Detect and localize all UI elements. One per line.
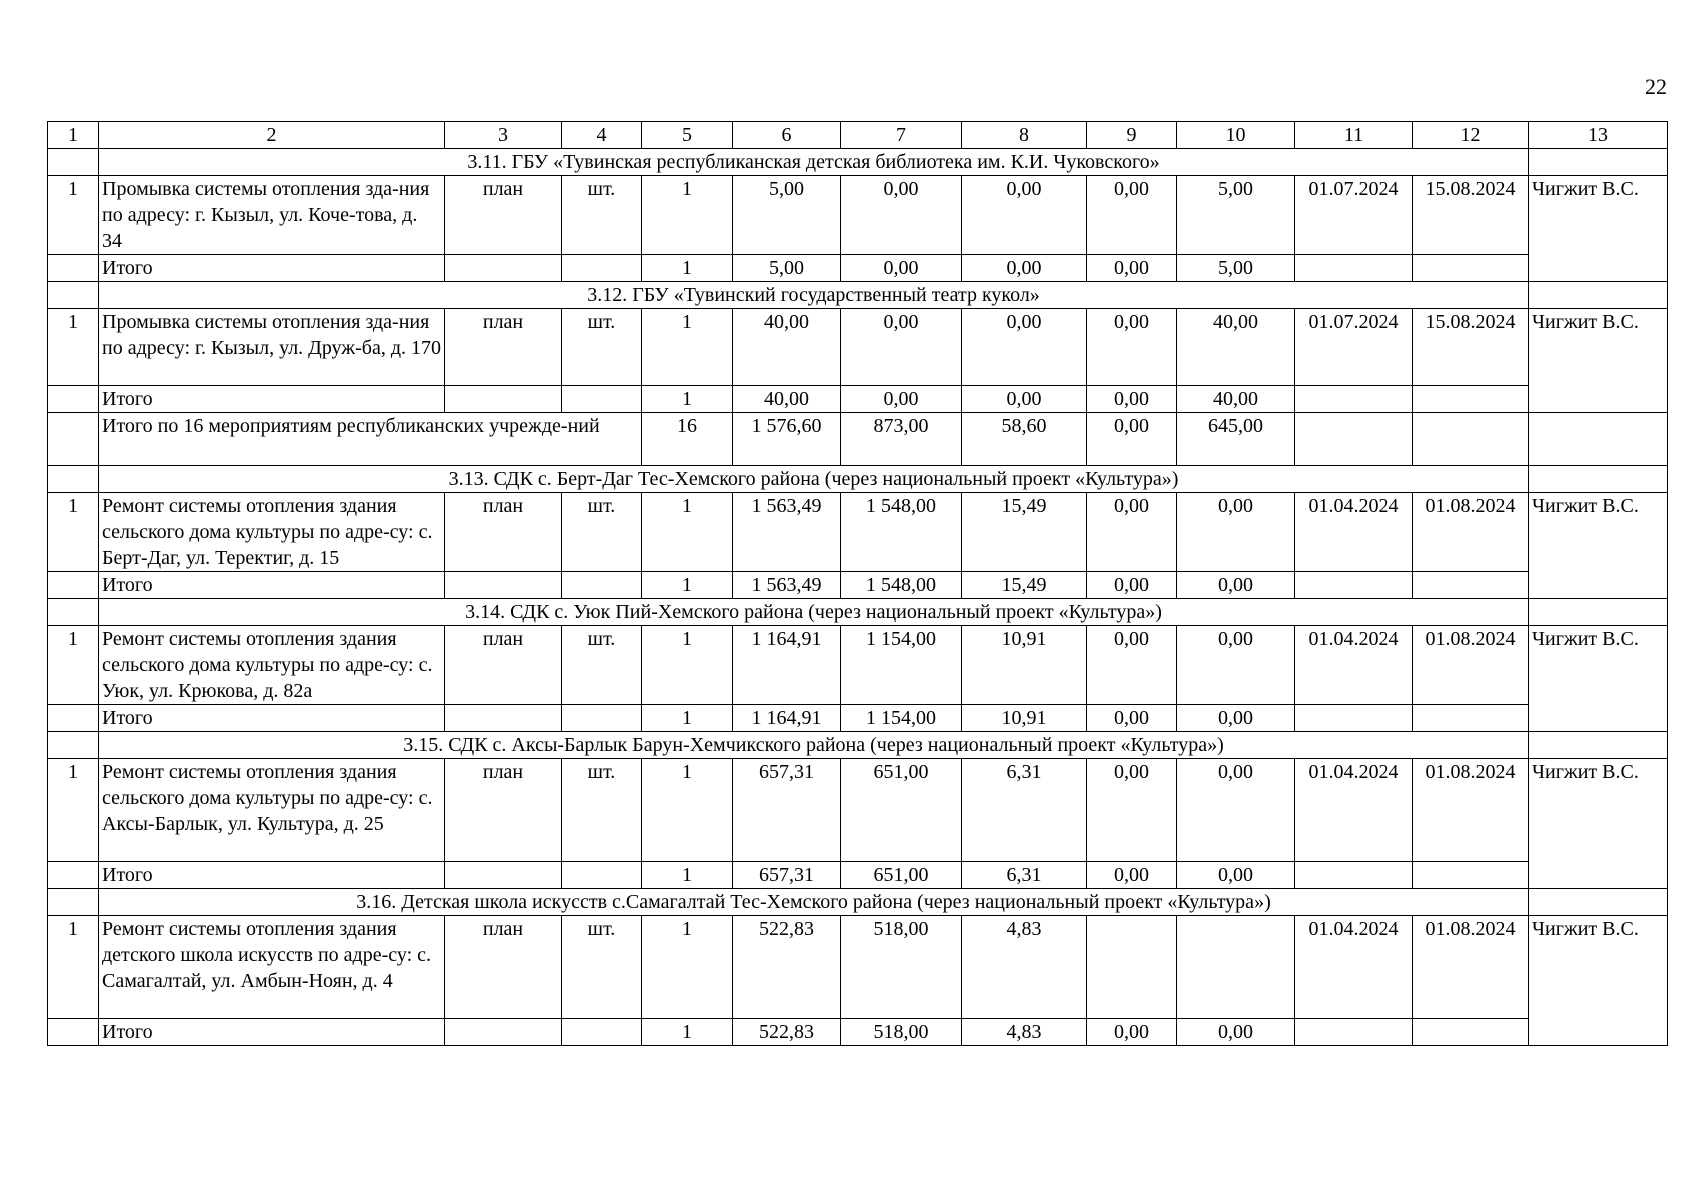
plan-type: план (445, 493, 562, 572)
total-row (48, 386, 1668, 413)
table-row (48, 309, 1668, 386)
empty-cell (1413, 386, 1529, 413)
start-date: 01.04.2024 (1295, 759, 1413, 862)
empty-cell (1295, 862, 1413, 889)
total-col-7: 0,00 (841, 386, 962, 413)
total-quantity: 1 (642, 1019, 733, 1046)
total-amount: 40,00 (733, 386, 841, 413)
grand-total-amount: 1 576,60 (733, 413, 841, 466)
empty-cell (562, 255, 642, 282)
amount-col-7: 0,00 (841, 176, 962, 255)
end-date: 15.08.2024 (1413, 309, 1529, 386)
row-number: 1 (48, 493, 99, 572)
empty-cell (48, 572, 99, 599)
empty-cell (445, 705, 562, 732)
empty-cell (1529, 889, 1668, 916)
total-row (48, 705, 1668, 732)
amount-col-9: 0,00 (1087, 493, 1177, 572)
section-title: 3.12. ГБУ «Тувинский государственный театр кукол» (99, 282, 1529, 309)
total-quantity: 1 (642, 862, 733, 889)
total-col-10: 5,00 (1177, 255, 1295, 282)
responsible-person: Чигжит В.С. (1529, 759, 1668, 889)
empty-cell (48, 599, 99, 626)
empty-cell (1529, 732, 1668, 759)
total-label: Итого (99, 862, 445, 889)
grand-total-row (48, 413, 1668, 466)
amount-col-9 (1087, 916, 1177, 1019)
total-amount: 522,83 (733, 1019, 841, 1046)
total-col-8: 15,49 (962, 572, 1087, 599)
empty-cell (1413, 413, 1529, 466)
amount-col-10: 5,00 (1177, 176, 1295, 255)
total-col-9: 0,00 (1087, 386, 1177, 413)
plan-type: план (445, 176, 562, 255)
total-col-9: 0,00 (1087, 862, 1177, 889)
section-title-row (48, 889, 1668, 916)
grand-total-col-7: 873,00 (841, 413, 962, 466)
amount-total: 5,00 (733, 176, 841, 255)
empty-cell (562, 386, 642, 413)
empty-cell (445, 255, 562, 282)
empty-cell (445, 862, 562, 889)
unit: шт. (562, 916, 642, 1019)
total-col-7: 1 548,00 (841, 572, 962, 599)
responsible-person: Чигжит В.С. (1529, 493, 1668, 599)
end-date: 15.08.2024 (1413, 176, 1529, 255)
amount-col-7: 0,00 (841, 309, 962, 386)
grand-total-label: Итого по 16 мероприятиям республиканских учрежде-ний (99, 413, 642, 466)
amount-col-8: 6,31 (962, 759, 1087, 862)
total-col-8: 6,31 (962, 862, 1087, 889)
row-number: 1 (48, 916, 99, 1019)
row-number: 1 (48, 759, 99, 862)
amount-col-7: 651,00 (841, 759, 962, 862)
end-date: 01.08.2024 (1413, 493, 1529, 572)
section-title: 3.11. ГБУ «Тувинская республиканская детская библиотека им. К.И. Чуковского» (99, 149, 1529, 176)
row-number: 1 (48, 176, 99, 255)
empty-cell (48, 1019, 99, 1046)
total-col-7: 1 154,00 (841, 705, 962, 732)
empty-cell (1295, 386, 1413, 413)
start-date: 01.07.2024 (1295, 176, 1413, 255)
amount-col-10: 0,00 (1177, 493, 1295, 572)
total-col-9: 0,00 (1087, 255, 1177, 282)
amount-total: 1 164,91 (733, 626, 841, 705)
total-amount: 5,00 (733, 255, 841, 282)
measure-name: Ремонт системы отопления здания сельского дома культуры по адре-су: с. Берт-Даг, ул. Теректиг, д. 15 (99, 493, 445, 572)
responsible-person: Чигжит В.С. (1529, 626, 1668, 732)
amount-total: 657,31 (733, 759, 841, 862)
empty-cell (48, 413, 99, 466)
amount-col-7: 518,00 (841, 916, 962, 1019)
total-label: Итого (99, 255, 445, 282)
amount-col-10: 0,00 (1177, 759, 1295, 862)
responsible-person: Чигжит В.С. (1529, 309, 1668, 413)
measure-name: Ремонт системы отопления здания сельского дома культуры по адре-су: с. Аксы-Барлык, ул. Культура, д. 25 (99, 759, 445, 862)
col-header-11: 11 (1295, 122, 1413, 149)
total-col-9: 0,00 (1087, 1019, 1177, 1046)
end-date: 01.08.2024 (1413, 916, 1529, 1019)
empty-cell (1413, 572, 1529, 599)
amount-col-9: 0,00 (1087, 759, 1177, 862)
col-header-12: 12 (1413, 122, 1529, 149)
empty-cell (1529, 413, 1668, 466)
total-col-8: 0,00 (962, 255, 1087, 282)
measure-name: Ремонт системы отопления здания детского школа искусств по адре-су: с. Самагалтай, ул. Амбын-Ноян, д. 4 (99, 916, 445, 1019)
table-row (48, 916, 1668, 1019)
start-date: 01.04.2024 (1295, 626, 1413, 705)
empty-cell (48, 889, 99, 916)
amount-col-8: 4,83 (962, 916, 1087, 1019)
section-title-row (48, 466, 1668, 493)
total-quantity: 1 (642, 386, 733, 413)
section-title: 3.14. СДК с. Уюк Пий-Хемского района (через национальный проект «Культура») (99, 599, 1529, 626)
empty-cell (445, 386, 562, 413)
measure-name: Промывка системы отопления зда-ния по адресу: г. Кызыл, ул. Друж-ба, д. 170 (99, 309, 445, 386)
amount-col-7: 1 154,00 (841, 626, 962, 705)
amount-col-10: 0,00 (1177, 626, 1295, 705)
total-col-10: 0,00 (1177, 705, 1295, 732)
col-header-5: 5 (642, 122, 733, 149)
empty-cell (562, 572, 642, 599)
total-col-8: 10,91 (962, 705, 1087, 732)
total-col-7: 0,00 (841, 255, 962, 282)
page-number: 22 (1645, 74, 1667, 99)
empty-cell (48, 255, 99, 282)
total-col-7: 651,00 (841, 862, 962, 889)
total-col-9: 0,00 (1087, 705, 1177, 732)
empty-cell (1529, 149, 1668, 176)
total-quantity: 1 (642, 705, 733, 732)
section-title-row (48, 732, 1668, 759)
measure-name: Промывка системы отопления зда-ния по адресу: г. Кызыл, ул. Коче-това, д. 34 (99, 176, 445, 255)
empty-cell (48, 386, 99, 413)
quantity: 1 (642, 309, 733, 386)
quantity: 1 (642, 493, 733, 572)
empty-cell (48, 862, 99, 889)
empty-cell (48, 282, 99, 309)
empty-cell (48, 705, 99, 732)
total-row (48, 572, 1668, 599)
total-quantity: 1 (642, 572, 733, 599)
plan-type: план (445, 916, 562, 1019)
total-col-10: 40,00 (1177, 386, 1295, 413)
section-title-row (48, 282, 1668, 309)
amount-col-8: 0,00 (962, 309, 1087, 386)
empty-cell (562, 862, 642, 889)
empty-cell (562, 1019, 642, 1046)
end-date: 01.08.2024 (1413, 759, 1529, 862)
amount-col-8: 10,91 (962, 626, 1087, 705)
col-header-6: 6 (733, 122, 841, 149)
plan-table (47, 121, 1668, 1046)
grand-total-col-9: 0,00 (1087, 413, 1177, 466)
total-amount: 1 164,91 (733, 705, 841, 732)
grand-total-col-10: 645,00 (1177, 413, 1295, 466)
total-amount: 657,31 (733, 862, 841, 889)
responsible-person: Чигжит В.С. (1529, 176, 1668, 282)
section-title-row (48, 149, 1668, 176)
empty-cell (1529, 599, 1668, 626)
empty-cell (1529, 282, 1668, 309)
amount-col-9: 0,00 (1087, 309, 1177, 386)
total-col-7: 518,00 (841, 1019, 962, 1046)
total-col-8: 0,00 (962, 386, 1087, 413)
plan-type: план (445, 309, 562, 386)
amount-col-10 (1177, 916, 1295, 1019)
col-header-3: 3 (445, 122, 562, 149)
col-header-8: 8 (962, 122, 1087, 149)
total-col-8: 4,83 (962, 1019, 1087, 1046)
empty-cell (1413, 1019, 1529, 1046)
total-col-10: 0,00 (1177, 862, 1295, 889)
column-number-row (48, 122, 1668, 149)
plan-type: план (445, 759, 562, 862)
col-header-2: 2 (99, 122, 445, 149)
start-date: 01.04.2024 (1295, 916, 1413, 1019)
amount-col-9: 0,00 (1087, 626, 1177, 705)
empty-cell (1295, 705, 1413, 732)
section-title-row (48, 599, 1668, 626)
col-header-10: 10 (1177, 122, 1295, 149)
table-row (48, 493, 1668, 572)
empty-cell (1295, 413, 1413, 466)
start-date: 01.07.2024 (1295, 309, 1413, 386)
row-number: 1 (48, 626, 99, 705)
empty-cell (562, 705, 642, 732)
empty-cell (445, 572, 562, 599)
total-label: Итого (99, 1019, 445, 1046)
total-amount: 1 563,49 (733, 572, 841, 599)
total-label: Итого (99, 572, 445, 599)
amount-total: 522,83 (733, 916, 841, 1019)
empty-cell (48, 732, 99, 759)
total-row (48, 255, 1668, 282)
quantity: 1 (642, 759, 733, 862)
start-date: 01.04.2024 (1295, 493, 1413, 572)
amount-col-9: 0,00 (1087, 176, 1177, 255)
measure-name: Ремонт системы отопления здания сельского дома культуры по адре-су: с. Уюк, ул. Крюкова, д. 82а (99, 626, 445, 705)
empty-cell (445, 1019, 562, 1046)
total-col-10: 0,00 (1177, 572, 1295, 599)
unit: шт. (562, 309, 642, 386)
col-header-4: 4 (562, 122, 642, 149)
col-header-13: 13 (1529, 122, 1668, 149)
col-header-1: 1 (48, 122, 99, 149)
unit: шт. (562, 493, 642, 572)
quantity: 1 (642, 916, 733, 1019)
empty-cell (48, 149, 99, 176)
unit: шт. (562, 626, 642, 705)
table-row (48, 626, 1668, 705)
grand-total-col-8: 58,60 (962, 413, 1087, 466)
end-date: 01.08.2024 (1413, 626, 1529, 705)
empty-cell (1295, 572, 1413, 599)
amount-col-8: 15,49 (962, 493, 1087, 572)
plan-type: план (445, 626, 562, 705)
unit: шт. (562, 759, 642, 862)
total-label: Итого (99, 705, 445, 732)
empty-cell (1413, 862, 1529, 889)
empty-cell (48, 466, 99, 493)
section-title: 3.16. Детская школа искусств с.Самагалтай Тес-Хемского района (через национальный проект «Культура») (99, 889, 1529, 916)
empty-cell (1413, 255, 1529, 282)
quantity: 1 (642, 626, 733, 705)
empty-cell (1295, 1019, 1413, 1046)
grand-total-quantity: 16 (642, 413, 733, 466)
amount-col-10: 40,00 (1177, 309, 1295, 386)
amount-total: 1 563,49 (733, 493, 841, 572)
total-quantity: 1 (642, 255, 733, 282)
total-col-9: 0,00 (1087, 572, 1177, 599)
total-col-10: 0,00 (1177, 1019, 1295, 1046)
empty-cell (1295, 255, 1413, 282)
table-row (48, 176, 1668, 255)
unit: шт. (562, 176, 642, 255)
col-header-9: 9 (1087, 122, 1177, 149)
total-label: Итого (99, 386, 445, 413)
amount-col-7: 1 548,00 (841, 493, 962, 572)
quantity: 1 (642, 176, 733, 255)
responsible-person: Чигжит В.С. (1529, 916, 1668, 1046)
amount-col-8: 0,00 (962, 176, 1087, 255)
empty-cell (1529, 466, 1668, 493)
section-title: 3.13. СДК с. Берт-Даг Тес-Хемского района (через национальный проект «Культура») (99, 466, 1529, 493)
section-title: 3.15. СДК с. Аксы-Барлык Барун-Хемчикского района (через национальный проект «Культура») (99, 732, 1529, 759)
empty-cell (1413, 705, 1529, 732)
total-row (48, 862, 1668, 889)
total-row (48, 1019, 1668, 1046)
table-row (48, 759, 1668, 862)
row-number: 1 (48, 309, 99, 386)
col-header-7: 7 (841, 122, 962, 149)
amount-total: 40,00 (733, 309, 841, 386)
